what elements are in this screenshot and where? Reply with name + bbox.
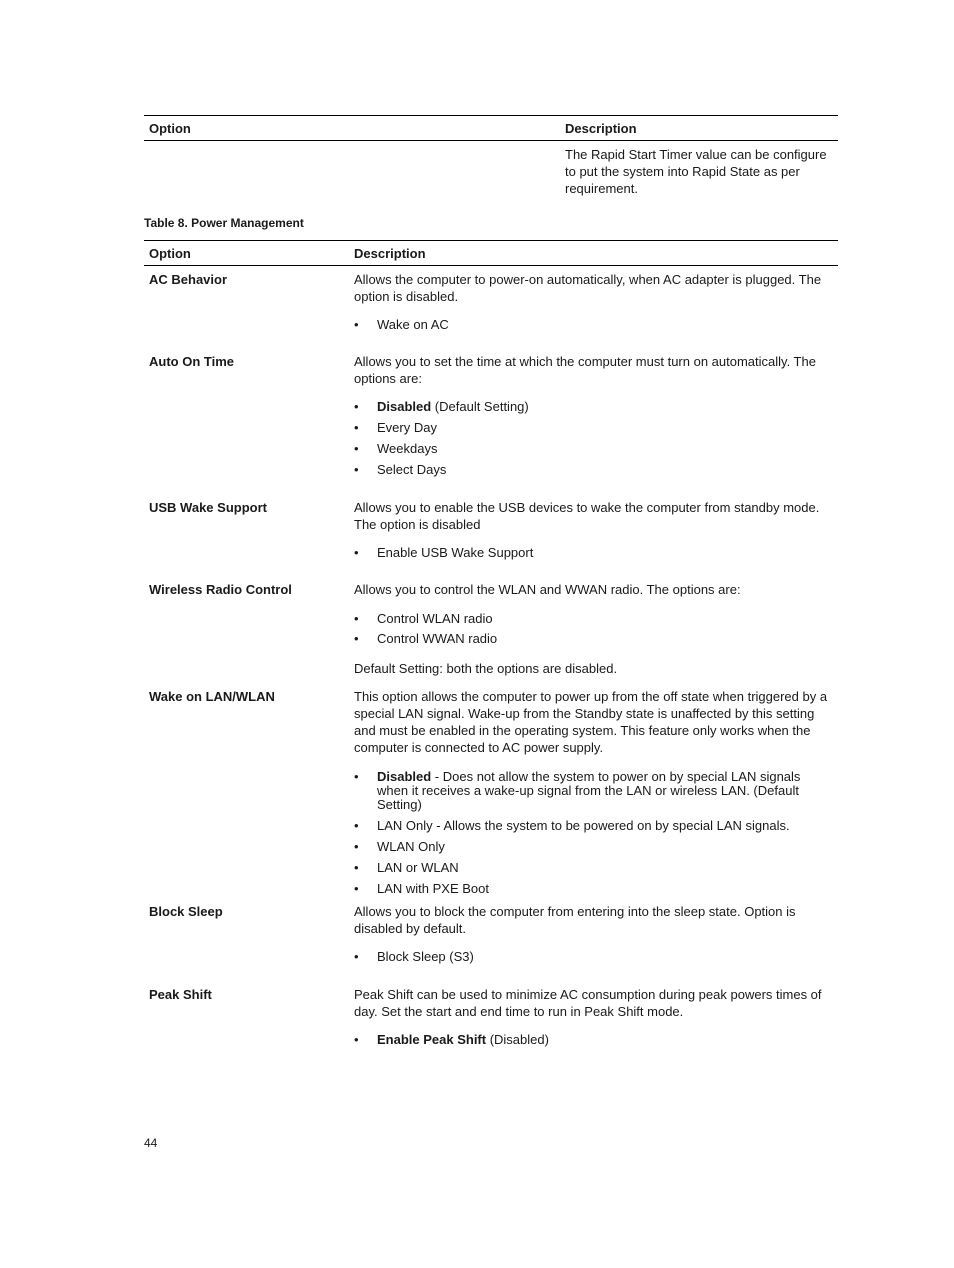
option-name: Wireless Radio Control: [149, 582, 292, 597]
item-text: Wake on AC: [377, 317, 449, 332]
description-text: Allows you to set the time at which the computer must turn on automatically. The options are:: [354, 354, 816, 386]
option-list: [354, 318, 834, 332]
option-name: Peak Shift: [149, 987, 212, 1002]
item-text: (Disabled): [486, 1032, 549, 1047]
list-item: [354, 318, 834, 332]
option-list: [354, 400, 834, 477]
item-text: (Default Setting): [431, 399, 529, 414]
table-header: [144, 240, 838, 266]
list-item: [354, 819, 834, 833]
option-name: Wake on LAN/WLAN: [149, 689, 275, 704]
item-text: - Does not allow the system to power on by special LAN signals when it receives a wake-up signal from the LAN or wireless LAN. (Default Setting): [377, 769, 801, 812]
list-item: [354, 861, 834, 875]
continuation-table-row: [144, 141, 838, 201]
option-list: [354, 612, 834, 646]
continuation-table-header: [144, 115, 838, 141]
item-text: LAN with PXE Boot: [377, 881, 489, 896]
continuation-table: [144, 115, 838, 201]
item-text: Block Sleep (S3): [377, 949, 474, 964]
option-list: [354, 950, 834, 964]
item-text: Every Day: [377, 420, 437, 435]
item-bold: Disabled: [377, 769, 432, 784]
power-management-table: [144, 240, 838, 1047]
item-bold: Enable Peak Shift: [377, 1032, 487, 1047]
header-description: Description: [565, 121, 637, 136]
list-item: [354, 546, 834, 560]
option-list: [354, 546, 834, 560]
item-text: LAN or WLAN: [377, 860, 459, 875]
option-name: AC Behavior: [149, 272, 228, 287]
option-description: [354, 688, 834, 900]
option-name: Auto On Time: [149, 354, 234, 369]
list-item: [354, 442, 834, 456]
option-name: USB Wake Support: [149, 500, 267, 515]
option-description: [354, 353, 834, 481]
description-text: Peak Shift can be used to minimize AC consumption during peak powers times of day. Set the start and end time to run in Peak Shift mode.: [354, 987, 822, 1019]
list-item: [354, 770, 834, 812]
list-item: [354, 840, 834, 854]
item-text: WLAN Only: [377, 839, 445, 854]
item-text: Weekdays: [377, 441, 438, 456]
description-text: Allows you to control the WLAN and WWAN radio. The options are:: [354, 582, 741, 597]
default-setting-note: Default Setting: both the options are disabled.: [354, 661, 618, 676]
row-description: The Rapid Start Timer value can be configure to put the system into Rapid State as per requirement.: [565, 147, 827, 196]
list-item: [354, 882, 834, 896]
list-item: [354, 463, 834, 477]
header-description: Description: [354, 246, 426, 261]
option-description: [354, 271, 834, 336]
option-description: [354, 499, 834, 564]
item-text: Control WWAN radio: [377, 631, 498, 646]
option-list: [354, 1033, 834, 1047]
list-item: [354, 421, 834, 435]
description-text: Allows you to enable the USB devices to wake the computer from standby mode. The option is disabled: [354, 500, 820, 532]
option-description: [354, 986, 834, 1051]
list-item: [354, 612, 834, 626]
list-item: [354, 950, 834, 964]
list-item: [354, 1033, 834, 1047]
option-description: [354, 581, 834, 677]
option-description: [354, 903, 834, 968]
option-list: [354, 770, 834, 896]
list-item: [354, 400, 834, 414]
description-text: Allows the computer to power-on automatically, when AC adapter is plugged. The option is disabled.: [354, 272, 822, 304]
item-bold: Disabled: [377, 399, 432, 414]
description-text: This option allows the computer to power up from the off state when triggered by a special LAN signal. Wake-up from the Standby state is unaffected by this setting and must be enabled in the operating system. This feature only works when the computer is connected to AC power supply.: [354, 689, 828, 755]
description-text: Allows you to block the computer from entering into the sleep state. Option is disabled by default.: [354, 904, 796, 936]
item-text: LAN Only - Allows the system to be powered on by special LAN signals.: [377, 818, 790, 833]
item-text: Enable USB Wake Support: [377, 545, 534, 560]
header-option: Option: [149, 121, 191, 136]
item-text: Control WLAN radio: [377, 611, 493, 626]
item-text: Select Days: [377, 462, 447, 477]
list-item: [354, 632, 834, 646]
header-option: Option: [149, 246, 191, 261]
page-number: 44: [144, 1136, 158, 1150]
option-name: Block Sleep: [149, 904, 223, 919]
table-caption: Table 8. Power Management: [144, 216, 304, 230]
